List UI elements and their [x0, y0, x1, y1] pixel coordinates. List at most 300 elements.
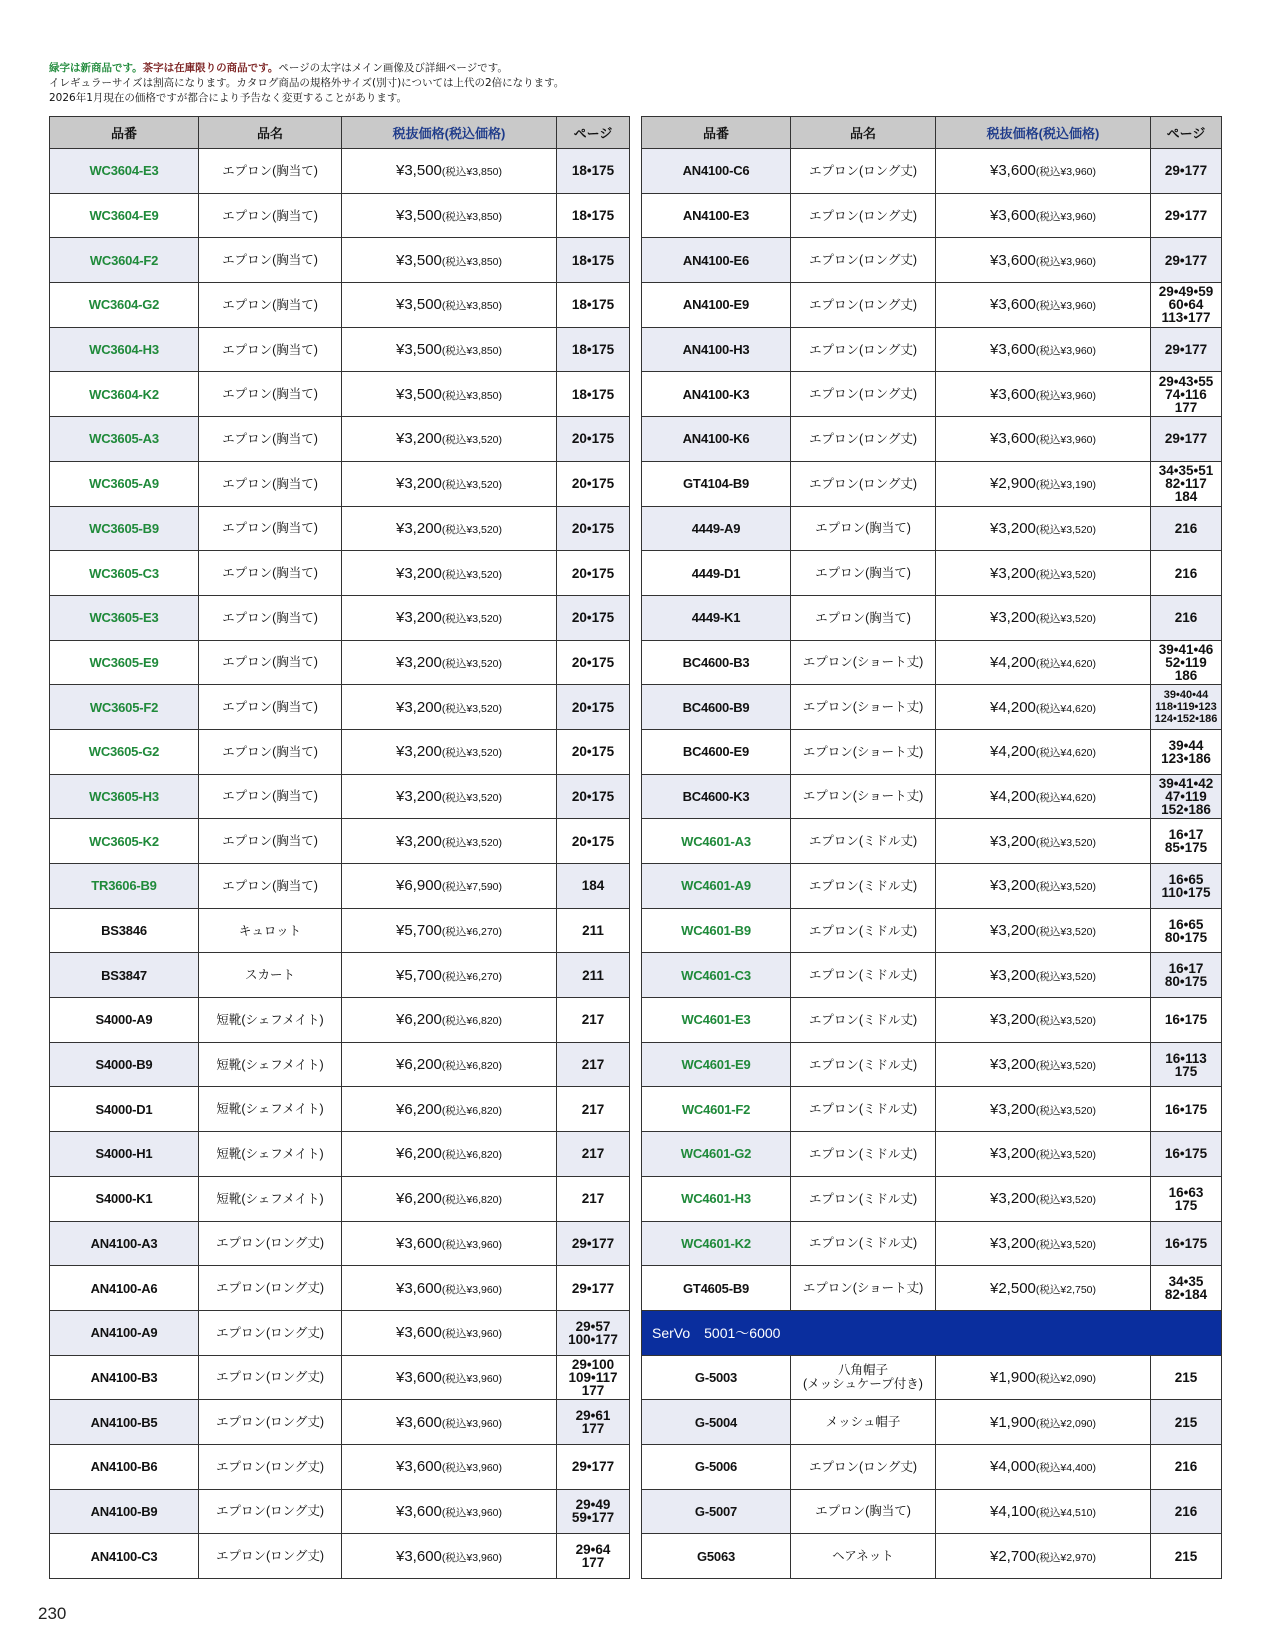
page-ref: 215: [1151, 1534, 1222, 1579]
table-row: [50, 729, 630, 774]
product-price: [936, 506, 1151, 551]
page-ref: 20•175: [557, 417, 630, 462]
page-ref: 29•177: [557, 1221, 630, 1266]
price-excl-tax: ¥3,600: [396, 1324, 442, 1342]
product-name: エプロン(胸当て): [199, 640, 342, 685]
page-ref: 217: [557, 1132, 630, 1177]
page-ref: 29•49 59•177: [557, 1489, 630, 1534]
product-code: AN4100-A3: [50, 1221, 199, 1266]
table-row: [642, 1489, 1222, 1534]
product-price: [342, 1266, 557, 1311]
product-name: エプロン(ロング丈): [791, 461, 936, 506]
price-excl-tax: ¥5,700: [396, 922, 442, 940]
product-code: WC3605-A3: [50, 417, 199, 462]
product-price: [342, 1489, 557, 1534]
product-price: [936, 417, 1151, 462]
page-ref: 216: [1151, 1489, 1222, 1534]
product-code: G5063: [642, 1534, 791, 1579]
product-price: [342, 1534, 557, 1579]
product-price: [342, 551, 557, 596]
page-ref: 29•64 177: [557, 1534, 630, 1579]
page-ref: 29•177: [1151, 238, 1222, 283]
price-excl-tax: ¥4,200: [990, 787, 1036, 805]
page-ref: 34•35 82•184: [1151, 1266, 1222, 1311]
price-excl-tax: ¥3,600: [396, 1279, 442, 1297]
price-incl-tax: (税込¥4,620): [1035, 702, 1096, 715]
product-price: [936, 1355, 1151, 1400]
price-excl-tax: ¥3,200: [396, 430, 442, 448]
table-row: [50, 461, 630, 506]
page-ref: 29•177: [557, 1266, 630, 1311]
notes-line-2: イレギュラーサイズは割高になります。カタログ商品の規格外サイズ(別寸)については上代の2倍になります。: [49, 77, 565, 89]
product-price: [936, 1176, 1151, 1221]
product-name: エプロン(胸当て): [199, 461, 342, 506]
price-excl-tax: ¥3,200: [396, 564, 442, 582]
price-incl-tax: (税込¥4,620): [1035, 657, 1096, 670]
product-name: エプロン(ショート丈): [791, 1266, 936, 1311]
product-name: 短靴(シェフメイト): [199, 1176, 342, 1221]
price-excl-tax: ¥3,500: [396, 207, 442, 225]
product-price: [936, 238, 1151, 283]
product-code: WC3605-E9: [50, 640, 199, 685]
page-ref: 29•49•59 60•64 113•177: [1151, 283, 1222, 328]
price-incl-tax: (税込¥4,620): [1035, 791, 1096, 804]
product-name: エプロン(ミドル丈): [791, 864, 936, 909]
price-incl-tax: (税込¥4,510): [1035, 1506, 1096, 1519]
product-name: エプロン(ショート丈): [791, 640, 936, 685]
product-price: [342, 283, 557, 328]
price-excl-tax: ¥3,600: [396, 1413, 442, 1431]
page-ref: 29•177: [1151, 327, 1222, 372]
table-row: [642, 998, 1222, 1043]
price-incl-tax: (税込¥3,850): [441, 345, 502, 358]
price-incl-tax: (税込¥3,520): [1035, 1194, 1096, 1207]
product-code: WC3605-A9: [50, 461, 199, 506]
price-excl-tax: ¥3,200: [990, 1234, 1036, 1252]
price-excl-tax: ¥3,600: [396, 1368, 442, 1386]
price-excl-tax: ¥3,600: [396, 1502, 442, 1520]
price-incl-tax: (税込¥3,960): [441, 1283, 502, 1296]
product-price: [936, 1087, 1151, 1132]
price-excl-tax: ¥5,700: [396, 966, 442, 984]
table-row: [642, 864, 1222, 909]
table-row: [642, 149, 1222, 194]
price-excl-tax: ¥3,200: [396, 653, 442, 671]
product-price: [936, 1489, 1151, 1534]
product-name: エプロン(胸当て): [199, 327, 342, 372]
product-price: [342, 461, 557, 506]
product-name: エプロン(胸当て): [791, 1489, 936, 1534]
table-row: [50, 551, 630, 596]
table-row: [50, 1400, 630, 1445]
product-name: エプロン(胸当て): [199, 685, 342, 730]
product-price: [342, 729, 557, 774]
price-excl-tax: ¥6,200: [396, 1190, 442, 1208]
page-ref: 18•175: [557, 283, 630, 328]
product-price: [342, 998, 557, 1043]
table-row: [642, 640, 1222, 685]
product-name: 短靴(シェフメイト): [199, 1087, 342, 1132]
product-name: エプロン(胸当て): [791, 506, 936, 551]
product-name: エプロン(胸当て): [199, 506, 342, 551]
price-incl-tax: (税込¥3,520): [441, 836, 502, 849]
page-ref: 184: [557, 864, 630, 909]
price-incl-tax: (税込¥3,520): [1035, 1149, 1096, 1162]
price-incl-tax: (税込¥2,090): [1035, 1417, 1096, 1430]
product-price: [342, 908, 557, 953]
table-row: [50, 238, 630, 283]
price-incl-tax: (税込¥3,850): [441, 389, 502, 402]
price-excl-tax: ¥3,600: [990, 162, 1036, 180]
right-product-table: [641, 116, 1222, 1579]
page-ref: 217: [557, 1087, 630, 1132]
product-price: [936, 774, 1151, 819]
product-code: S4000-D1: [50, 1087, 199, 1132]
product-name: エプロン(ロング丈): [791, 372, 936, 417]
product-name: エプロン(胸当て): [199, 238, 342, 283]
product-code: WC3604-E9: [50, 193, 199, 238]
price-excl-tax: ¥1,900: [990, 1413, 1036, 1431]
product-price: [342, 1310, 557, 1355]
price-excl-tax: ¥2,500: [990, 1279, 1036, 1297]
product-name: エプロン(ミドル丈): [791, 908, 936, 953]
price-incl-tax: (税込¥3,520): [441, 568, 502, 581]
table-row: [642, 238, 1222, 283]
price-incl-tax: (税込¥3,520): [1035, 523, 1096, 536]
price-excl-tax: ¥3,200: [990, 519, 1036, 537]
table-header: [642, 117, 1222, 149]
product-price: [342, 193, 557, 238]
price-excl-tax: ¥4,200: [990, 653, 1036, 671]
page-ref: 20•175: [557, 640, 630, 685]
table-row: [50, 819, 630, 864]
product-code: BC4600-B9: [642, 685, 791, 730]
page-ref: 16•65 80•175: [1151, 908, 1222, 953]
product-code: AN4100-B5: [50, 1400, 199, 1445]
price-excl-tax: ¥3,200: [396, 698, 442, 716]
table-row: [50, 640, 630, 685]
page-ref: 39•41•46 52•119 186: [1151, 640, 1222, 685]
price-incl-tax: (税込¥3,520): [1035, 926, 1096, 939]
price-excl-tax: ¥2,900: [990, 475, 1036, 493]
table-row: [50, 998, 630, 1043]
product-code: AN4100-B9: [50, 1489, 199, 1534]
page-ref: 216: [1151, 551, 1222, 596]
header-page: ページ: [557, 117, 630, 149]
page-ref: 20•175: [557, 729, 630, 774]
product-price: [342, 864, 557, 909]
price-excl-tax: ¥3,600: [990, 341, 1036, 359]
table-row: [642, 1176, 1222, 1221]
table-row: [50, 193, 630, 238]
page-ref: 16•113 175: [1151, 1042, 1222, 1087]
page-ref: 18•175: [557, 193, 630, 238]
price-excl-tax: ¥3,500: [396, 296, 442, 314]
product-price: [936, 1400, 1151, 1445]
product-name: メッシュ帽子: [791, 1400, 936, 1445]
page-ref: 20•175: [557, 819, 630, 864]
product-code: WC3605-K2: [50, 819, 199, 864]
header-price: 税抜価格(税込価格): [936, 117, 1151, 149]
product-name: エプロン(ミドル丈): [791, 1042, 936, 1087]
product-price: [342, 685, 557, 730]
price-excl-tax: ¥3,200: [990, 1011, 1036, 1029]
product-price: [342, 1221, 557, 1266]
table-row: [50, 1534, 630, 1579]
page-ref: 29•177: [1151, 417, 1222, 462]
page-ref: 216: [1151, 1444, 1222, 1489]
product-name: 短靴(シェフメイト): [199, 1132, 342, 1177]
table-row: [642, 283, 1222, 328]
price-excl-tax: ¥6,200: [396, 1100, 442, 1118]
price-incl-tax: (税込¥3,520): [1035, 1060, 1096, 1073]
product-code: WC4601-E3: [642, 998, 791, 1043]
price-excl-tax: ¥3,600: [990, 430, 1036, 448]
price-excl-tax: ¥3,600: [990, 385, 1036, 403]
price-excl-tax: ¥4,100: [990, 1502, 1036, 1520]
price-incl-tax: (税込¥2,750): [1035, 1283, 1096, 1296]
price-excl-tax: ¥3,600: [396, 1547, 442, 1565]
price-incl-tax: (税込¥3,960): [1035, 166, 1096, 179]
product-price: [342, 1087, 557, 1132]
product-name: ヘアネット: [791, 1534, 936, 1579]
product-code: WC4601-C3: [642, 953, 791, 998]
table-row: [50, 506, 630, 551]
product-code: AN4100-E3: [642, 193, 791, 238]
table-row: [50, 417, 630, 462]
product-name: エプロン(ロング丈): [791, 238, 936, 283]
table-row: [642, 506, 1222, 551]
page-ref: 29•177: [1151, 193, 1222, 238]
table-row: [50, 1132, 630, 1177]
price-incl-tax: (税込¥3,520): [441, 434, 502, 447]
product-name: エプロン(ロング丈): [199, 1400, 342, 1445]
product-code: WC3604-F2: [50, 238, 199, 283]
table-header: [50, 117, 630, 149]
product-name: エプロン(ロング丈): [791, 149, 936, 194]
product-code: WC3604-E3: [50, 149, 199, 194]
price-incl-tax: (税込¥3,520): [441, 657, 502, 670]
table-row: [50, 774, 630, 819]
product-price: [342, 506, 557, 551]
table-row: [642, 417, 1222, 462]
product-price: [342, 149, 557, 194]
price-incl-tax: (税込¥3,520): [1035, 881, 1096, 894]
product-code: S4000-B9: [50, 1042, 199, 1087]
price-incl-tax: (税込¥6,820): [441, 1149, 502, 1162]
product-code: WC4601-H3: [642, 1176, 791, 1221]
page-ref: 217: [557, 998, 630, 1043]
table-row: [50, 1176, 630, 1221]
product-price: [936, 327, 1151, 372]
product-price: [936, 283, 1151, 328]
price-incl-tax: (税込¥2,970): [1035, 1551, 1096, 1564]
price-excl-tax: ¥3,200: [396, 832, 442, 850]
price-excl-tax: ¥4,200: [990, 743, 1036, 761]
section-heading: SerVo 5001〜6000: [642, 1310, 1222, 1355]
price-excl-tax: ¥2,700: [990, 1547, 1036, 1565]
price-incl-tax: (税込¥6,270): [441, 970, 502, 983]
price-excl-tax: ¥4,200: [990, 698, 1036, 716]
product-price: [936, 864, 1151, 909]
product-name: スカート: [199, 953, 342, 998]
product-price: [936, 998, 1151, 1043]
product-price: [342, 1400, 557, 1445]
product-price: [936, 1266, 1151, 1311]
table-row: [642, 1534, 1222, 1579]
note-limited-stock: 茶字は在庫限りの商品です。: [142, 62, 279, 74]
product-code: AN4100-K6: [642, 417, 791, 462]
price-excl-tax: ¥6,200: [396, 1011, 442, 1029]
product-price: [342, 953, 557, 998]
header-code: 品番: [50, 117, 199, 149]
product-price: [342, 774, 557, 819]
product-name: エプロン(胸当て): [199, 193, 342, 238]
price-incl-tax: (税込¥3,190): [1035, 479, 1096, 492]
product-name: エプロン(胸当て): [199, 774, 342, 819]
page-ref: 20•175: [557, 506, 630, 551]
price-incl-tax: (税込¥3,520): [441, 479, 502, 492]
product-name: エプロン(胸当て): [199, 372, 342, 417]
price-incl-tax: (税込¥6,820): [441, 1194, 502, 1207]
table-row: [50, 1444, 630, 1489]
price-incl-tax: (税込¥7,590): [441, 881, 502, 894]
product-price: [342, 327, 557, 372]
price-incl-tax: (税込¥3,520): [1035, 613, 1096, 626]
price-excl-tax: ¥3,600: [990, 251, 1036, 269]
product-code: AN4100-B3: [50, 1355, 199, 1400]
right-table-body: [642, 149, 1222, 1579]
note-new-items: 緑字は新商品です。: [49, 62, 143, 74]
price-excl-tax: ¥3,200: [990, 1056, 1036, 1074]
price-incl-tax: (税込¥3,960): [441, 1462, 502, 1475]
page-ref: 211: [557, 953, 630, 998]
product-name: エプロン(胸当て): [791, 595, 936, 640]
product-code: GT4104-B9: [642, 461, 791, 506]
product-code: AN4100-E9: [642, 283, 791, 328]
price-excl-tax: ¥3,200: [396, 475, 442, 493]
table-row: [50, 372, 630, 417]
page-ref: 39•41•42 47•119 152•186: [1151, 774, 1222, 819]
product-price: [342, 1042, 557, 1087]
table-row: [642, 1266, 1222, 1311]
product-name: エプロン(ロング丈): [791, 193, 936, 238]
page-ref: 16•175: [1151, 1132, 1222, 1177]
table-row: [642, 1444, 1222, 1489]
price-incl-tax: (税込¥3,850): [441, 255, 502, 268]
price-excl-tax: ¥3,200: [990, 1145, 1036, 1163]
price-incl-tax: (税込¥2,090): [1035, 1372, 1096, 1385]
price-excl-tax: ¥3,200: [990, 922, 1036, 940]
product-price: [342, 640, 557, 685]
price-incl-tax: (税込¥3,960): [441, 1506, 502, 1519]
product-code: S4000-H1: [50, 1132, 199, 1177]
price-incl-tax: (税込¥3,960): [1035, 211, 1096, 224]
product-name: 短靴(シェフメイト): [199, 1042, 342, 1087]
page-ref: 216: [1151, 595, 1222, 640]
price-excl-tax: ¥3,200: [990, 966, 1036, 984]
note-bold-pages: ページの太字はメイン画像及び詳細ページです。: [278, 62, 508, 74]
price-incl-tax: (税込¥3,520): [1035, 970, 1096, 983]
page-ref: 29•100 109•117 177: [557, 1355, 630, 1400]
product-name: エプロン(ショート丈): [791, 774, 936, 819]
table-row: [50, 1266, 630, 1311]
price-excl-tax: ¥1,900: [990, 1368, 1036, 1386]
price-incl-tax: (税込¥4,400): [1035, 1462, 1096, 1475]
table-row: [642, 685, 1222, 730]
product-price: [936, 729, 1151, 774]
price-incl-tax: (税込¥3,960): [1035, 255, 1096, 268]
product-code: G-5007: [642, 1489, 791, 1534]
product-name: エプロン(ミドル丈): [791, 1176, 936, 1221]
product-name: エプロン(ロング丈): [199, 1221, 342, 1266]
product-name: エプロン(ロング丈): [199, 1266, 342, 1311]
table-row: [642, 1132, 1222, 1177]
page-ref: 29•43•55 74•116 177: [1151, 372, 1222, 417]
table-row: [50, 1310, 630, 1355]
price-incl-tax: (税込¥3,960): [441, 1238, 502, 1251]
page-ref: 217: [557, 1042, 630, 1087]
price-incl-tax: (税込¥3,520): [441, 791, 502, 804]
table-row: [642, 908, 1222, 953]
product-code: WC4601-G2: [642, 1132, 791, 1177]
product-name: キュロット: [199, 908, 342, 953]
table-row: [642, 372, 1222, 417]
page-ref: 18•175: [557, 327, 630, 372]
price-incl-tax: (税込¥6,820): [441, 1015, 502, 1028]
product-code: AN4100-A6: [50, 1266, 199, 1311]
page-ref: 34•35•51 82•117 184: [1151, 461, 1222, 506]
table-row: [642, 327, 1222, 372]
product-code: WC3605-H3: [50, 774, 199, 819]
product-name: エプロン(ロング丈): [199, 1489, 342, 1534]
page-ref: 16•175: [1151, 1221, 1222, 1266]
price-excl-tax: ¥6,900: [396, 877, 442, 895]
price-excl-tax: ¥6,200: [396, 1056, 442, 1074]
product-code: AN4100-H3: [642, 327, 791, 372]
product-name: エプロン(ショート丈): [791, 729, 936, 774]
price-incl-tax: (税込¥3,960): [441, 1551, 502, 1564]
page-ref: 16•175: [1151, 998, 1222, 1043]
product-price: [936, 953, 1151, 998]
table-row: [50, 1042, 630, 1087]
table-row: [642, 774, 1222, 819]
product-name: エプロン(ロング丈): [791, 283, 936, 328]
page-ref: 20•175: [557, 595, 630, 640]
price-incl-tax: (税込¥3,520): [1035, 1015, 1096, 1028]
price-incl-tax: (税込¥3,960): [441, 1417, 502, 1430]
table-row: [50, 1087, 630, 1132]
product-code: GT4605-B9: [642, 1266, 791, 1311]
price-incl-tax: (税込¥3,960): [441, 1328, 502, 1341]
product-price: [936, 595, 1151, 640]
table-row: [642, 551, 1222, 596]
price-excl-tax: ¥3,200: [396, 519, 442, 537]
page-ref: 18•175: [557, 149, 630, 194]
table-row: [50, 953, 630, 998]
product-price: [342, 595, 557, 640]
product-price: [936, 1444, 1151, 1489]
product-code: 4449-K1: [642, 595, 791, 640]
product-price: [342, 1355, 557, 1400]
price-excl-tax: ¥3,200: [396, 609, 442, 627]
product-code: TR3606-B9: [50, 864, 199, 909]
page-number: 230: [38, 1604, 67, 1623]
product-price: [936, 908, 1151, 953]
product-price: [936, 640, 1151, 685]
page-ref: 39•40•44 118•119•123 124•152•186: [1151, 685, 1222, 730]
product-code: G-5006: [642, 1444, 791, 1489]
